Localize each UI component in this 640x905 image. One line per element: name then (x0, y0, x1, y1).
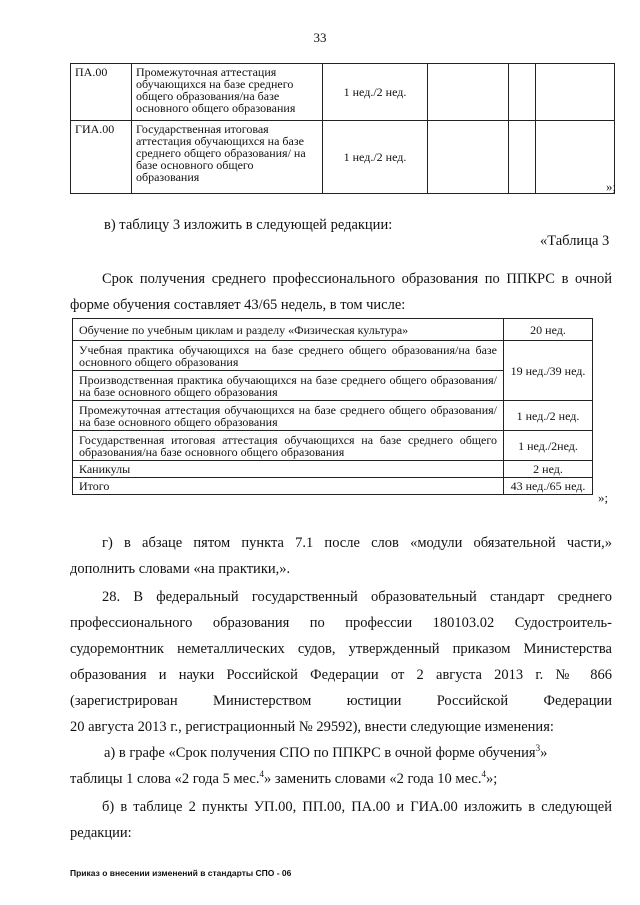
item-b-line1: б) в таблице 2 пункты УП.00, ПП.00, ПА.00 и ГИА.00 изложить в следующей (102, 799, 612, 815)
item-a-line1 (104, 740, 547, 766)
table-row (73, 401, 593, 431)
table-row (73, 461, 593, 478)
p28-line6: 20 августа 2013 г., регистрационный № 29592), внести следующие изменения: (70, 719, 554, 735)
footer: Приказ о внесении изменений в стандарты СПО - 06 (70, 868, 292, 878)
item-a-text: а) в графе «Срок получения СПО по ППКРС в очной форме обучения (104, 745, 536, 761)
item-a-text: » заменить словами «2 года 10 мес. (264, 771, 482, 787)
row-value: 19 нед./39 нед. (504, 341, 593, 401)
table-row (73, 431, 593, 461)
table3-caption: «Таблица 3 (540, 233, 610, 249)
row-code: ПА.00 (71, 64, 132, 121)
table-3 (72, 318, 593, 495)
empty-cell (428, 64, 509, 121)
row-label: Каникулы (73, 461, 504, 478)
table-top (70, 63, 615, 194)
row-label: Обучение по учебным циклам и разделу «Физическая культура» (73, 319, 504, 341)
row-label: Итого (73, 478, 504, 495)
p28-line1: 28. В федеральный государственный образовательный стандарт среднего (102, 589, 612, 605)
row-value: 2 нед. (504, 461, 593, 478)
item-a-text: » (540, 745, 548, 761)
closing-quote: »; (606, 179, 617, 194)
empty-cell (536, 64, 615, 121)
footnote-ref: 4 (259, 769, 264, 780)
footnote-ref: 4 (481, 769, 486, 780)
table-row (71, 121, 615, 194)
row-value: 1 нед./2 нед. (504, 401, 593, 431)
closing-quote: »; (598, 490, 609, 505)
row-label: Промежуточная аттестация обучающихся на базе среднего общего образования/на базе основного общего образования (73, 401, 504, 431)
intro-line2: форме обучения составляет 43/65 недель, в том числе: (70, 297, 406, 313)
row-label: Государственная итоговая аттестация обучающихся на базе среднего общего образования/на базе основного общего образования (73, 431, 504, 461)
p28-line4: образования и науки Российской Федерации от 2 августа 2013 г. № 866 (70, 667, 612, 683)
intro-line1: Срок получения среднего профессионального образования по ППКРС в очной (102, 271, 612, 287)
empty-cell (509, 64, 536, 121)
row-value: 20 нед. (504, 319, 593, 341)
p28-line5: (зарегистрирован Министерством юстиции Российской Федерации (70, 693, 612, 709)
item-g-line2: дополнить словами «на практики,». (70, 561, 291, 577)
row-duration: 1 нед./2 нед. (323, 121, 428, 194)
table-row (73, 478, 593, 495)
row-name: Государственная итоговая аттестация обучающихся на базе среднего общего образования/ на базе основного общего образования (132, 121, 323, 194)
empty-cell (509, 121, 536, 194)
empty-cell (428, 121, 509, 194)
row-label: Учебная практика обучающихся на базе среднего общего образования/на базе основного общего образования (73, 341, 504, 371)
p28-line3: судоремонтник неметаллических судов, утвержденный приказом Министерства (70, 641, 612, 657)
item-a-text: таблицы 1 слова «2 года 5 мес. (70, 771, 260, 787)
item-a-line2 (70, 766, 497, 792)
row-duration: 1 нед./2 нед. (323, 64, 428, 121)
item-b-line2: редакции: (70, 825, 132, 841)
row-value: 1 нед./2нед. (504, 431, 593, 461)
page-number: 33 (313, 30, 327, 45)
row-value: 43 нед./65 нед. (504, 478, 593, 495)
p28-line2: профессионального образования по профессии 180103.02 Судостроитель- (70, 615, 612, 631)
table-row (71, 64, 615, 121)
row-label: Производственная практика обучающихся на базе среднего общего образования/на базе основного общего образования (73, 371, 504, 401)
row-code: ГИА.00 (71, 121, 132, 194)
footnote-ref: 3 (535, 743, 541, 754)
table-row (73, 341, 593, 371)
row-name: Промежуточная аттестация обучающихся на базе среднего общего образования/на базе основного общего образования (132, 64, 323, 121)
table-row (73, 319, 593, 341)
item-v: в) таблицу 3 изложить в следующей редакции: (104, 217, 393, 233)
item-g-line1: г) в абзаце пятом пункта 7.1 после слов «модули обязательной части,» (102, 535, 612, 551)
item-a-text: »; (485, 771, 498, 787)
empty-cell (536, 121, 615, 194)
